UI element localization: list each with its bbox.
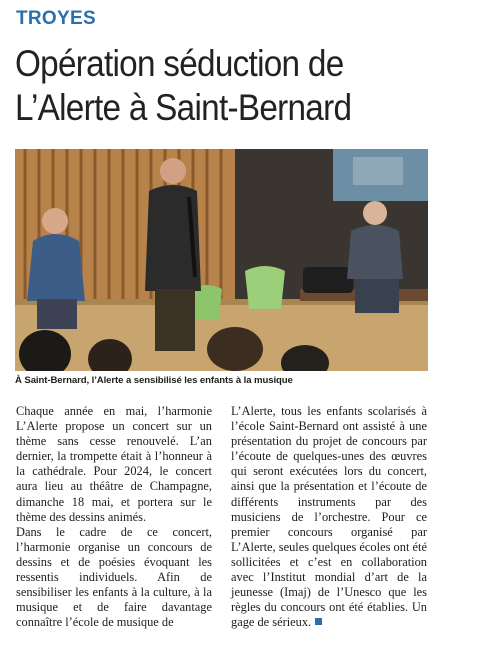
- article-headline: Opération séduction de L’Alerte à Saint-Bernard: [15, 43, 352, 128]
- article-column-1: [16, 404, 212, 630]
- paragraph: Chaque année en mai, l’harmonie L’Alerte propose un concert sur un thème sans cesse renouvelé. L’an dernier, la trompette était à l’honneur à la cathédrale. Pour 2024, le concert aura lieu au théâtre de Champagne, dimanche 18 mai, et portera sur le thème des dessins animés.: [16, 404, 212, 524]
- paragraph: Dans le cadre de ce concert, l’harmonie organise un concours de dessins et de poésies évoquant les ressentis individuels. Afin de sensibiliser les enfants à la culture, à la musique et de faire davantage connaître l’école de musique de: [16, 524, 212, 630]
- end-of-article-mark: [315, 618, 322, 625]
- article-photo: [15, 149, 428, 371]
- photo-caption: À Saint-Bernard, l’Alerte a sensibilisé les enfants à la musique: [15, 375, 293, 386]
- section-kicker: TROYES: [16, 8, 96, 29]
- paragraph: [231, 404, 427, 630]
- paragraph-text: L’Alerte, tous les enfants scolarisés à l’école Saint-Bernard ont assisté à une présentation du projet de concours par l’écoute de quelques-unes des œuvres qui seront exécutées lors du concert, ainsi que la présentation et l’écoute de différents instruments par des musiciens de l’orchestre. Pour ce premier concours organisé par L’Alerte, seules quelques écoles ont été sollicitées et c’est en collaboration avec l’Institut mondial d’art de la jeunesse (Imaj) de l’Unesco que les règles du concours ont été établies. Un gage de sérieux.: [231, 404, 427, 630]
- article-column-2: [231, 404, 427, 630]
